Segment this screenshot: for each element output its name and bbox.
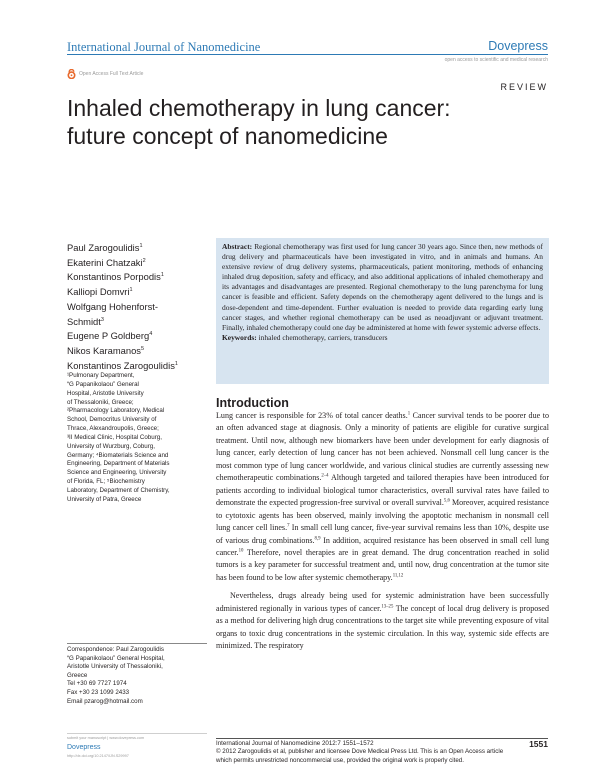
correspondence-email[interactable]: Email pzarog@hotmail.com bbox=[67, 697, 143, 705]
affiliation-line: of Thessaloniki, Greece; bbox=[67, 398, 134, 406]
paragraph: Lung cancer is responsible for 23% of total cancer deaths.$^1$ Cancer survival tends to be poorer due to an often advanced stage at diagnosis. Only a minority of patients are eligible for curative surgical treatment. Until now, although new biomarkers have been under development for early diagnosis of lung cancer, early detection of lung cancer has not been achieved. Nonsmall cell lung cancer is the most common type of lung cancer worldwide, and various clinical studies are currently assessing new chemotherapeutic combinations.$^{2-4}$ Although targeted and tailored therapies have been introduced for patients according to individual biological tumor characteristics, overall survival rates have failed to demonstrate the expected progression-free survival or overall survival.$^{5,6}$ Moreover, acquired resistance to cytotoxic agents has been observed, mainly involving the apoptotic mechanism in nonsmall cell lung cancer cell lines.$^7$ In small cell lung cancer, five-year survival remains less than 10%, despite use of various drug combinations.$^{8,9}$ In addition, acquired resistance has been observed in small cell lung cancer.$^{10}$ Therefore, novel therapies are in great demand. The drug concentration reached in solid tumors is a key parameter for successful treatment and, until now, drug concentration at the tumor site has been found to be low after systemic chemotherapy.$^{11,12}$ bbox=[216, 411, 550, 582]
keywords-list: inhaled chemotherapy, carriers, transducers bbox=[256, 332, 388, 342]
author: Schmidt$^3$ bbox=[67, 315, 104, 327]
affiliation-line: “G Papanikolaou” General bbox=[67, 380, 139, 388]
citation[interactable]: 13–25 bbox=[381, 604, 394, 610]
license-line: © 2012 Zarogoulidis et al, publisher and licensee Dove Medical Press Ltd. This is an Open Access article bbox=[216, 748, 504, 756]
affiliation-line: Laboratory, Department of Chemistry, bbox=[67, 486, 170, 494]
correspondence-line: Correspondence: Paul Zarogoulidis bbox=[67, 646, 164, 653]
journal-citation: International Journal of Nanomedicine 2012:7 1551–1572 bbox=[216, 740, 374, 747]
publisher-tagline: open access to scientific and medical research bbox=[444, 57, 548, 63]
correspondence-line: Greece bbox=[67, 671, 88, 679]
abstract-box bbox=[216, 238, 549, 384]
affiliation-line: Hospital, Aristotle University bbox=[67, 389, 144, 397]
citation[interactable]: 10 bbox=[238, 548, 244, 554]
affiliation-line: of Florida, FL; ⁵Biochemistry bbox=[67, 478, 145, 486]
footer-left-rule bbox=[67, 733, 207, 734]
header-rule bbox=[67, 54, 548, 55]
publisher-logo: Dovepress bbox=[488, 39, 548, 53]
citation[interactable]: 11,12 bbox=[392, 573, 404, 579]
keywords-label: Keywords: bbox=[222, 332, 257, 342]
abstract-body: Regional chemotherapy was first used for lung cancer 30 years ago. Since then, new methods of drug delivery and pharmaceuticals have been investigated in vitro, and in animals and humans. An extensive review of drug delivery systems, pharmaceuticals, patient monitoring, methods of enhancing inhaled drug deposition, safety and efficacy, and also additional applications of inhaled chemotherapy and its advantages and disadvantages are presented. Regional chemotherapy to the lung parenchyma for lung cancer is feasible and efficient. Safety depends on the chemotherapy agent delivered to the lungs and is dose-dependent and time-dependent. Further evaluation is needed to provide data regarding early lung cancer stages, and whether regional chemotherapy can be used as neoadjuvant or adjuvant treatment. Finally, inhaled chemotherapy could one day be administered at home with fewer systemic adverse effects. bbox=[222, 242, 543, 332]
affiliations bbox=[67, 372, 207, 505]
footer-rule bbox=[216, 738, 548, 739]
author: Konstantinos Porpodis$^1$ bbox=[67, 271, 164, 283]
article-title bbox=[67, 94, 527, 150]
page-number: 1551 bbox=[529, 739, 548, 749]
author: Eugene P Goldberg$^4$ bbox=[67, 330, 153, 342]
title-line-2: future concept of nanomedicine bbox=[67, 123, 388, 149]
author: Wolfgang Hohenforst- bbox=[67, 301, 159, 312]
author-list bbox=[67, 240, 212, 372]
introduction-body bbox=[216, 410, 549, 653]
title-line-1: Inhaled chemotherapy in lung cancer: bbox=[67, 95, 451, 121]
correspondence-phone: Tel +30 69 7727 1974 bbox=[67, 680, 127, 688]
abstract-text bbox=[222, 242, 543, 333]
footer-publisher-logo: Dovepress bbox=[67, 744, 101, 751]
abstract-label: Abstract: bbox=[222, 242, 253, 251]
journal-title: International Journal of Nanomedicine bbox=[67, 40, 261, 54]
affiliation-line: Germany; ⁴Biomaterials Science and bbox=[67, 451, 169, 459]
citation[interactable]: 7 bbox=[287, 523, 290, 529]
author: Nikos Karamanos$^5$ bbox=[67, 345, 145, 357]
license-line: which permits unrestricted noncommercial use, provided the original work is properly cited. bbox=[216, 756, 464, 764]
correspondence-fax: Fax +30 23 1099 2433 bbox=[67, 688, 130, 696]
affiliation-line: Thrace, Alexandroupolis, Greece; bbox=[67, 425, 159, 433]
submit-manuscript-link[interactable]: submit your manuscript | www.dovepress.com bbox=[67, 736, 145, 740]
footer-citation bbox=[216, 740, 516, 765]
correspondence-rule bbox=[67, 643, 207, 644]
affiliation-line: ²Pharmacology Laboratory, Medical bbox=[67, 407, 165, 415]
affiliation-line: Engineering, Department of Materials bbox=[67, 460, 170, 468]
keywords bbox=[222, 333, 543, 343]
author: Ekaterini Chatzaki$^2$ bbox=[67, 256, 146, 268]
citation[interactable]: 1 bbox=[407, 411, 411, 417]
paragraph: Nevertheless, drugs already being used for systemic administration have been successfully administered regionally in various types of cancer.$^{13-25}$ The concept of local drug delivery is proposed as a method for delivering high drug concentrations to the target site while preventing exposure of vital organs to toxic drug concentrations in the systemic circulation. In this way, systemic side effects are minimized. The respiratory bbox=[216, 591, 549, 651]
open-access-icon bbox=[67, 69, 76, 79]
citation[interactable]: 8,9 bbox=[314, 535, 321, 541]
affiliation-line: School, Democritus University of bbox=[67, 416, 157, 424]
author: Konstantinos Zarogoulidis$^1$ bbox=[67, 359, 178, 371]
introduction-heading: Introduction bbox=[216, 396, 289, 410]
author: Paul Zarogoulidis$^1$ bbox=[67, 242, 143, 254]
open-access-label: Open Access Full Text Article bbox=[79, 71, 144, 77]
section-label: REVIEW bbox=[500, 82, 548, 92]
affiliation-line: ¹Pulmonary Department, bbox=[67, 372, 135, 379]
citation[interactable]: 5,6 bbox=[443, 498, 450, 504]
citation[interactable]: 2–4 bbox=[321, 473, 329, 479]
affiliation-line: University of Wurzburg, Coburg, bbox=[67, 442, 155, 450]
correspondence bbox=[67, 646, 207, 706]
correspondence-line: “G Papanikolaou” General Hospital, bbox=[67, 654, 165, 662]
doi-link[interactable]: http://dx.doi.org/10.2147/IJN.S29997 bbox=[67, 754, 129, 758]
author: Kalliopi Domvri$^1$ bbox=[67, 286, 133, 298]
correspondence-line: Aristotle University of Thessaloniki, bbox=[67, 663, 163, 671]
affiliation-line: University of Patra, Greece bbox=[67, 495, 142, 503]
affiliation-line: Science and Engineering, University bbox=[67, 469, 167, 477]
affiliation-line: ³II Medical Clinic, Hospital Coburg, bbox=[67, 433, 162, 441]
